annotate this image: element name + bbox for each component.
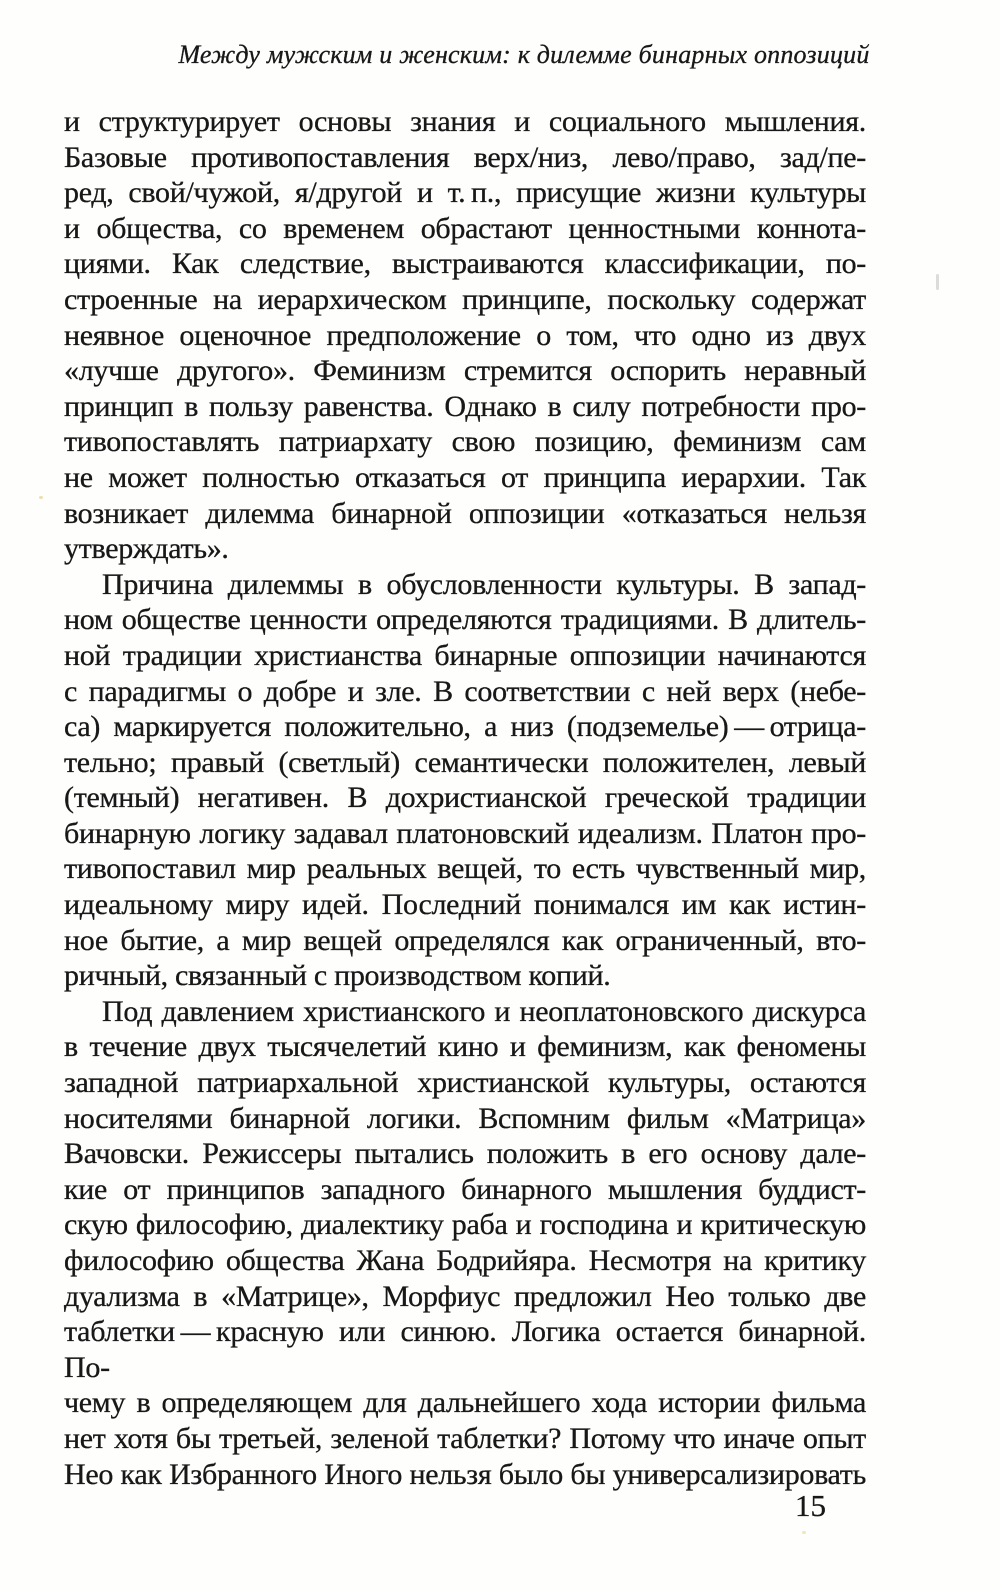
text-line: са) маркируется положительно, а низ (подземелье) — отрица- bbox=[64, 710, 866, 744]
paragraph bbox=[64, 567, 866, 994]
text-line: возникает дилемма бинарной оппозиции «отказаться нельзя bbox=[64, 496, 866, 530]
text-line: скую философию, диалектику раба и господина и критическую bbox=[64, 1208, 866, 1242]
text-line: утверждать». bbox=[64, 532, 229, 566]
text-line: Под давлением христианского и неоплатоновского дискурса bbox=[102, 994, 866, 1028]
text-line: идеальному миру идей. Последний понимался им как истин- bbox=[64, 888, 866, 922]
text-line: принцип в пользу равенства. Однако в силу потребности про- bbox=[64, 389, 866, 423]
text-line: философию общества Жана Бодрийяра. Несмотря на критику bbox=[64, 1244, 866, 1277]
text-line: дуализма в «Матрице», Морфиус предложил Нео только две bbox=[64, 1279, 866, 1313]
scan-smudge bbox=[936, 274, 939, 290]
text-line: ном обществе ценности определяются традициями. В длитель- bbox=[64, 603, 866, 637]
text-line: циями. Как следствие, выстраиваются классификации, по- bbox=[64, 247, 866, 281]
text-line: тельно; правый (светлый) семантически положителен, левый bbox=[64, 745, 866, 779]
text-line: и структурирует основы знания и социального мышления. bbox=[64, 105, 866, 138]
text-line: с парадигмы о добре и зле. В соответствии с ней верх (небе- bbox=[64, 674, 866, 708]
text-line: строенные на иерархическом принципе, поскольку содержат bbox=[64, 282, 866, 316]
text-line: в течение двух тысячелетий кино и феминизм, как феномены bbox=[64, 1030, 866, 1064]
text-line: Причина дилеммы в обусловленности культуры. В запад- bbox=[102, 567, 866, 601]
running-head: Между мужским и женским: к дилемме бинарных оппозиций bbox=[178, 40, 870, 69]
text-line: западной патриархальной христианской культуры, остаются bbox=[64, 1066, 866, 1100]
text-line: носителями бинарной логики. Вспомним фильм «Матрица» bbox=[64, 1101, 866, 1135]
text-line: бинарную логику задавал платоновский идеализм. Платон про- bbox=[64, 816, 866, 850]
scan-speck bbox=[39, 496, 43, 499]
text-line: ной традиции христианства бинарные оппозиции начинаются bbox=[64, 638, 866, 672]
text-line: нет хотя бы третьей, зеленой таблетки? Потому что иначе опыт bbox=[64, 1421, 866, 1455]
text-line: (темный) негативен. В дохристианской греческой традиции bbox=[64, 781, 866, 815]
text-line: чему в определяющем для дальнейшего хода истории фильма bbox=[64, 1386, 866, 1420]
text-line: тивопоставил мир реальных вещей, то есть чувственный мир, bbox=[64, 852, 866, 886]
page-number: 15 bbox=[795, 1488, 826, 1523]
text-line: таблетки — красную или синюю. Логика остается бинарной. По- bbox=[64, 1315, 866, 1384]
text-line: Нео как Избранного Иного нельзя было бы универсализировать bbox=[64, 1457, 866, 1491]
text-line: ное бытие, а мир вещей определялся как ограниченный, вто- bbox=[64, 923, 866, 957]
text-line: тивопоставлять патриархату свою позицию, феминизм сам bbox=[64, 425, 866, 459]
paragraph bbox=[64, 104, 866, 567]
text-line: Базовые противопоставления верх/низ, лево/право, зад/пе- bbox=[64, 140, 866, 174]
text-line: ричный, связанный с производством копий. bbox=[64, 959, 611, 993]
text-line: «лучше другого». Феминизм стремится оспорить неравный bbox=[64, 354, 866, 388]
text-line: Вачовски. Режиссеры пытались положить в его основу дале- bbox=[64, 1137, 866, 1171]
text-line: неявное оценочное предположение о том, что одно из двух bbox=[64, 318, 866, 352]
text-line: не может полностью отказаться от принципа иерархии. Так bbox=[64, 460, 866, 494]
scan-speck bbox=[802, 1531, 806, 1534]
paragraph bbox=[64, 994, 866, 1492]
text-line: и общества, со временем обрастают ценностными коннота- bbox=[64, 211, 866, 245]
text-line: ред, свой/чужой, я/другой и т. п., присущие жизни культуры bbox=[64, 176, 866, 210]
text-column bbox=[64, 104, 866, 1492]
text-line: кие от принципов западного бинарного мышления буддист- bbox=[64, 1172, 866, 1206]
